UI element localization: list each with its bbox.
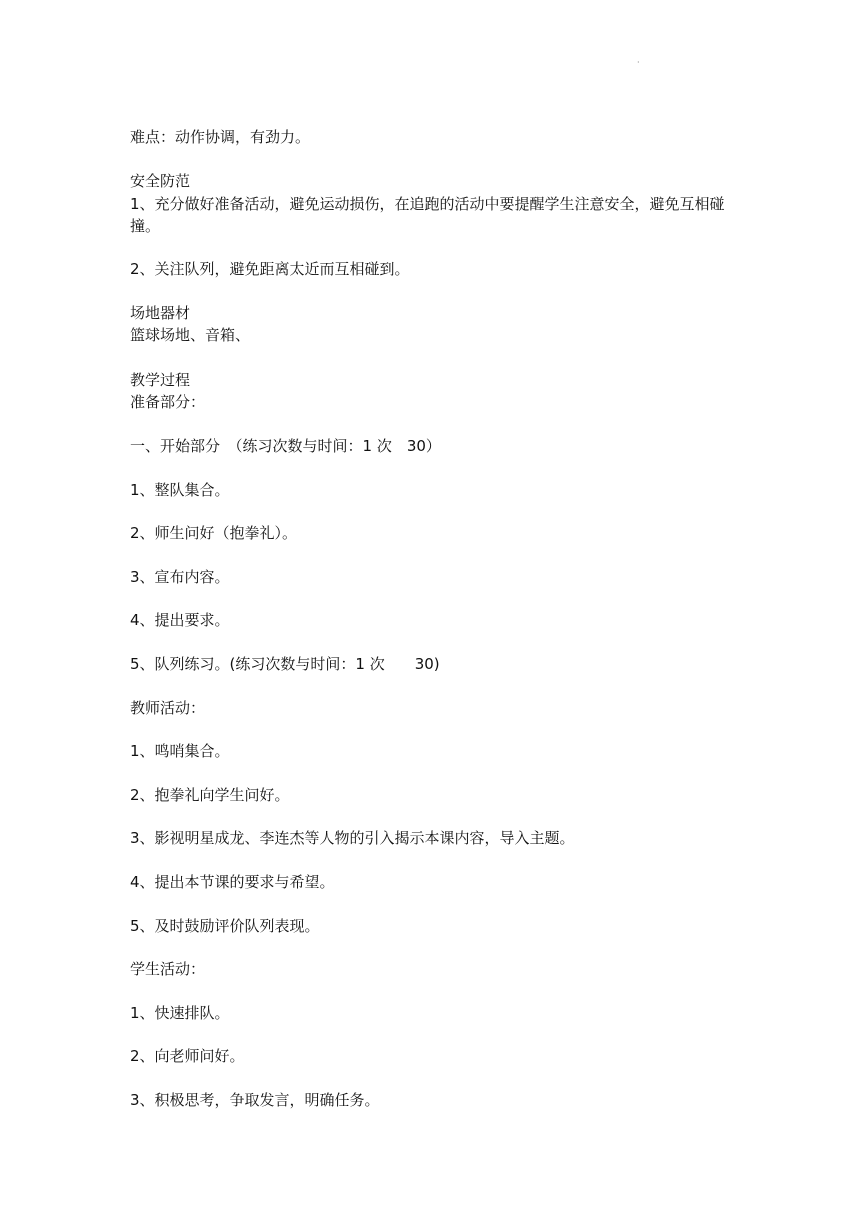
prep-step-5: 5、队列练习。(练习次数与时间：1 次 30) — [130, 655, 440, 673]
part-one-heading: 一、开始部分 （练习次数与时间：1 次 30） — [130, 437, 441, 455]
difficulty-text: 难点：动作协调，有劲力。 — [130, 128, 311, 146]
prep-step-4: 4、提出要求。 — [130, 611, 230, 629]
prep-step-1: 1、整队集合。 — [130, 481, 230, 499]
safety-heading: 安全防范 — [130, 172, 191, 190]
student-item-1: 1、快速排队。 — [130, 1004, 230, 1022]
safety-item-1: 1、充分做好准备活动，避免运动损伤，在追跑的活动中要提醒学生注意安全，避免互相碰撞。 — [130, 195, 725, 235]
student-heading: 学生活动： — [130, 960, 206, 978]
student-item-3: 3、积极思考，争取发言，明确任务。 — [130, 1091, 380, 1109]
teacher-heading: 教师活动： — [130, 699, 206, 717]
safety-item-2: 2、关注队列，避免距离太近而互相碰到。 — [130, 260, 410, 278]
header-mark: · — [637, 58, 640, 67]
prep-step-3: 3、宣布内容。 — [130, 568, 230, 586]
equipment-heading: 场地器材 — [130, 304, 191, 322]
teacher-item-1: 1、鸣哨集合。 — [130, 742, 230, 760]
equipment-items: 篮球场地、音箱、 — [130, 326, 251, 344]
teacher-item-3: 3、影视明星成龙、李连杰等人物的引入揭示本课内容，导入主题。 — [130, 829, 575, 847]
process-heading: 教学过程 — [130, 371, 191, 389]
teacher-item-5: 5、及时鼓励评价队列表现。 — [130, 917, 320, 935]
prep-step-2: 2、师生问好（抱拳礼）。 — [130, 524, 298, 542]
teacher-item-2: 2、抱拳礼向学生问好。 — [130, 786, 290, 804]
student-item-2: 2、向老师问好。 — [130, 1047, 245, 1065]
prep-heading: 准备部分： — [130, 393, 206, 411]
teacher-item-4: 4、提出本节课的要求与希望。 — [130, 873, 335, 891]
